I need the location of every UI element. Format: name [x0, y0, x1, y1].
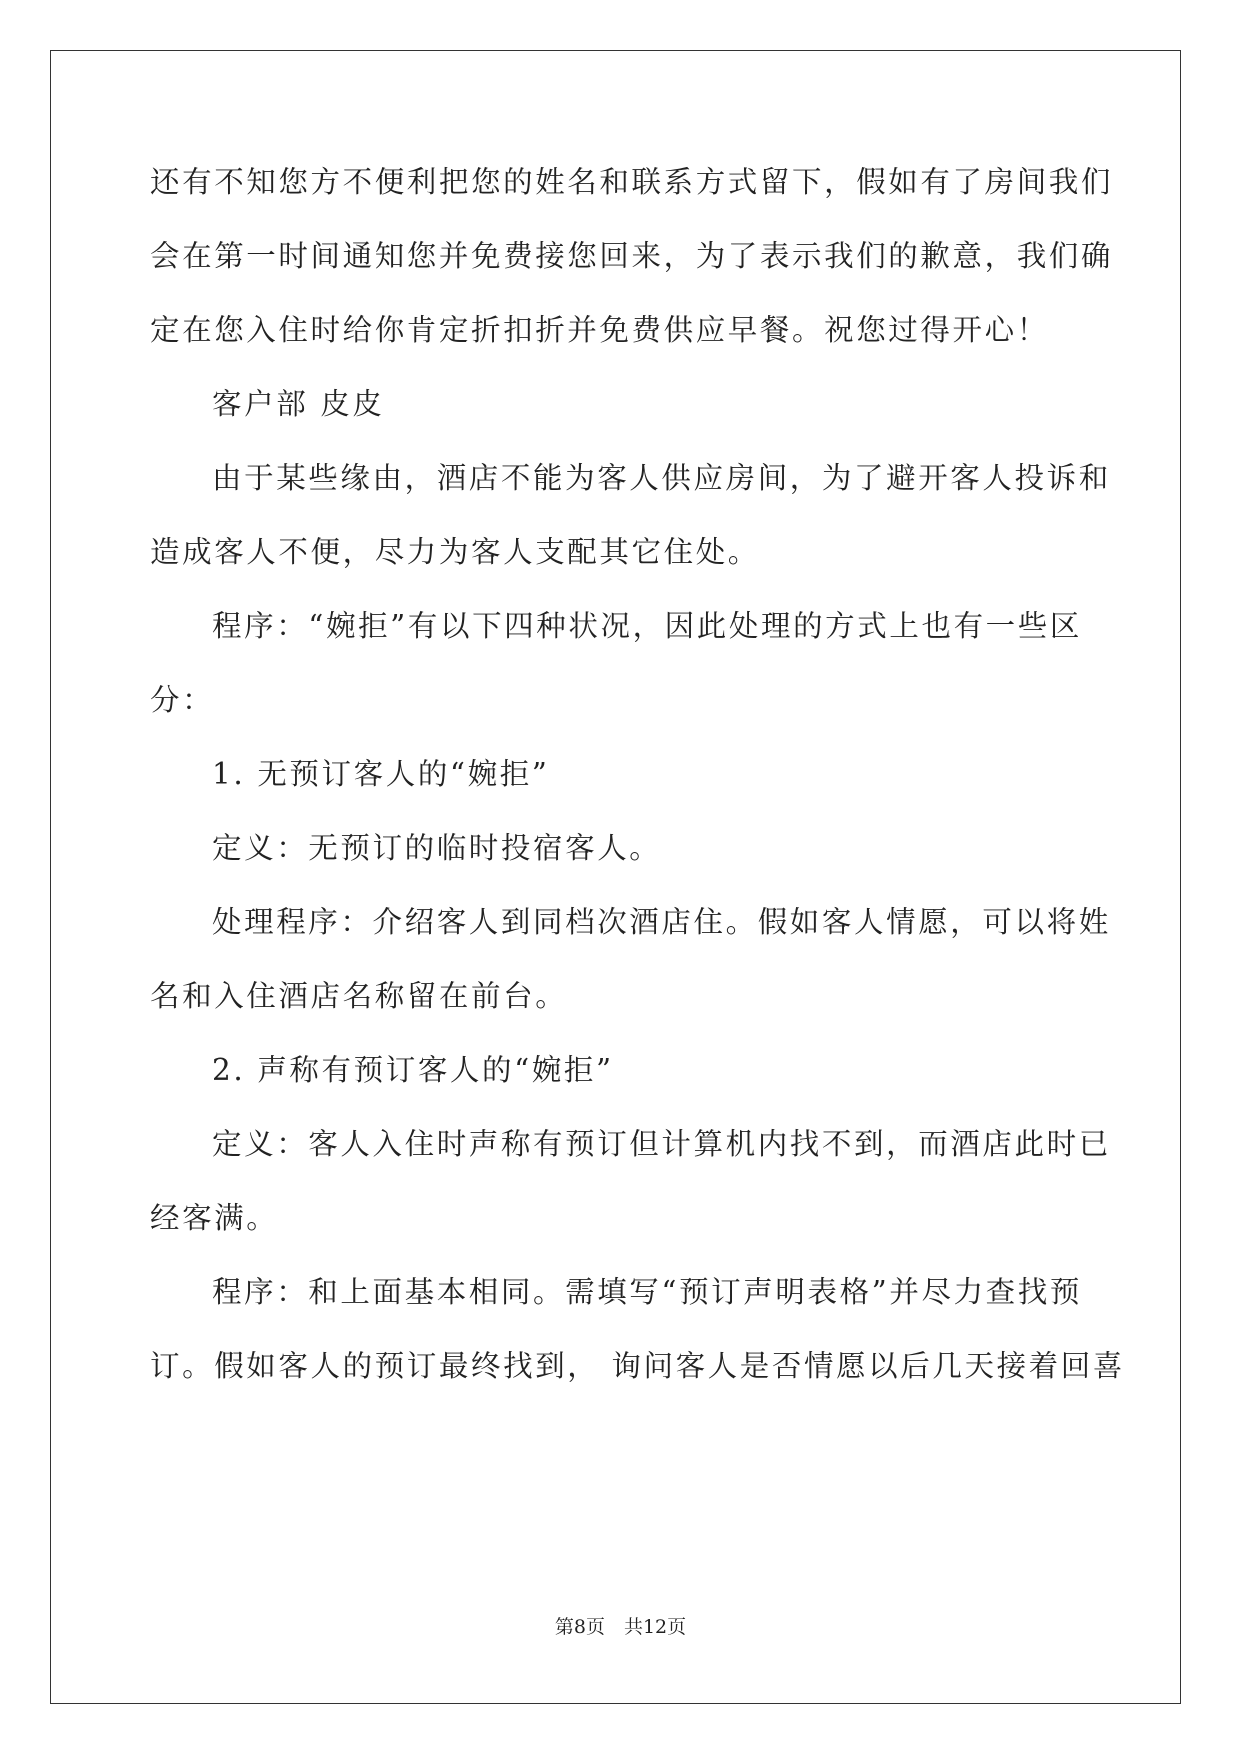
page-border [50, 50, 1181, 1704]
text-line-14: 定义：客人入住时声称有预订但计算机内找不到，而酒店此时已 [212, 1127, 1111, 1161]
text-line-7: 程序：“婉拒”有以下四种状况，因此处理的方式上也有一些区 [212, 609, 1082, 643]
text-line-11: 处理程序：介绍客人到同档次酒店住。假如客人情愿，可以将姓 [212, 905, 1111, 939]
signature-line: 客户部 皮皮 [212, 387, 385, 421]
text-line-16: 程序：和上面基本相同。需填写“预订声明表格”并尽力查找预 [212, 1275, 1082, 1309]
text-line-17: 订。假如客人的预订最终找到， 询问客人是否情愿以后几天接着回喜 [150, 1349, 1125, 1383]
section-heading-1: 1. 无预订客人的“婉拒” [212, 757, 550, 791]
text-line-12: 名和入住酒店名称留在前台。 [150, 979, 568, 1013]
text-line-10: 定义：无预订的临时投宿客人。 [212, 831, 662, 865]
section-heading-2: 2. 声称有预订客人的“婉拒” [212, 1053, 614, 1087]
text-line-8: 分： [150, 683, 215, 717]
text-line-3: 定在您入住时给你肯定折扣折并免费供应早餐。祝您过得开心！ [150, 313, 1049, 347]
text-line-15: 经客满。 [150, 1201, 279, 1235]
text-line-6: 造成客人不便，尽力为客人支配其它住处。 [150, 535, 760, 569]
text-line-2: 会在第一时间通知您并免费接您回来，为了表示我们的歉意，我们确 [150, 239, 1114, 273]
text-line-1: 还有不知您方不便利把您的姓名和联系方式留下，假如有了房间我们 [150, 165, 1114, 199]
text-line-5: 由于某些缘由，酒店不能为客人供应房间，为了避开客人投诉和 [212, 461, 1111, 495]
page-number-footer: 第8页 共12页 [554, 1616, 687, 1638]
